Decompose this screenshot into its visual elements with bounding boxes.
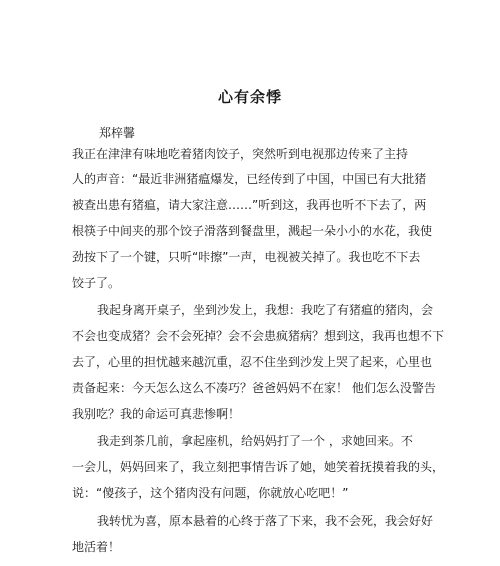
text-line: 饺子了。 [72,276,121,290]
text-line: 去了，心里的担忧越来越沉重，忍不住坐到沙发上哭了起来，心里也 [72,355,433,369]
text-line: 被查出患有猪瘟，请大家注意……”听到这，我再也听不下去了，两 [72,198,427,212]
text-line: 我正在津津有味地吃着猪肉饺子，突然听到电视那边传来了主持 [72,147,409,161]
text-line: 我转忧为喜，原本悬着的心终于落了下来，我不会死，我会好好 [97,514,434,528]
text-line: 说：“傻孩子，这个猪肉没有问题，你就放心吃吧！” [72,486,349,500]
text-line: 劲按下了一个键，只听“咔擦”一声，电视被关掉了。我也吃不下去 [72,250,421,264]
text-line: 一会儿，妈妈回来了，我立刻把事情告诉了她，她笑着抚摸着我的头， [72,460,445,474]
text-line: 根筷子中间夹的那个饺子滑落到餐盘里，溅起一朵小小的水花，我使 [72,224,433,238]
text-line: 我别吃？我的命运可真悲惨啊！ [72,407,241,421]
text-line: 不会也变成猪？会不会死掉？会不会患疯猪病？想到这，我再也想不下 [72,329,445,343]
author-name: 郑梓馨 [99,126,136,140]
text-line: 人的声音：“最近非洲猪瘟爆发，已经传到了中国，中国已有大批猪 [72,172,427,186]
text-line: 我走到茶几前，拿起座机，给妈妈打了一个 ，求她回来。不 [97,434,413,448]
text-line: 我起身离开桌子，坐到沙发上，我想：我吃了有猪瘟的猪肉，会 [97,303,434,317]
text-line: 责备起来：今天怎么这么不凑巧？爸爸妈妈不在家！ 他们怎么没警告 [72,381,436,395]
text-line: 地活着！ [72,540,121,554]
page-title: 心有余悸 [217,88,282,106]
